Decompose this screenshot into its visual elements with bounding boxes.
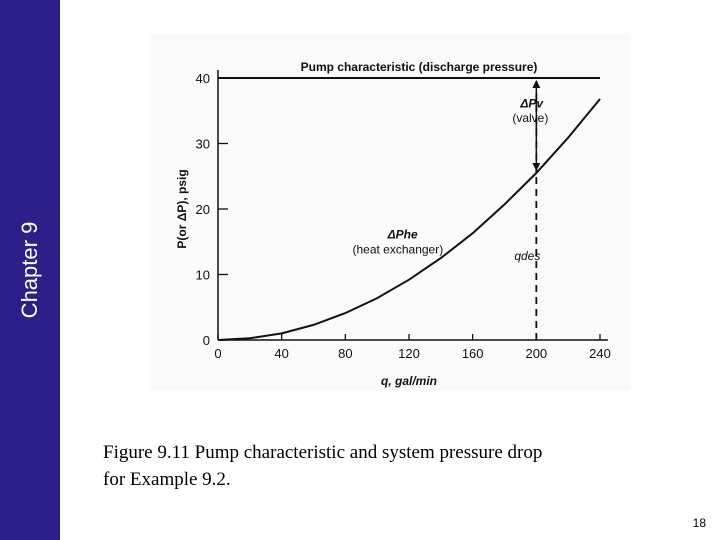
figure-caption <box>103 439 703 493</box>
valve-symbol: ΔPv <box>520 96 544 111</box>
x-tick-label: 240 <box>589 346 611 361</box>
chapter-sidebar <box>0 0 60 540</box>
y-tick-label: 10 <box>195 267 210 283</box>
y-tick-label: 0 <box>202 333 210 348</box>
page-number: 18 <box>692 516 706 530</box>
heat-exchanger-curve <box>218 99 600 340</box>
qdes-label: qdes <box>514 249 541 264</box>
y-tick-label: 20 <box>195 202 210 217</box>
chart-title: Pump characteristic (discharge pressure) <box>300 60 538 74</box>
x-tick-label: 0 <box>214 346 222 361</box>
heat-exchanger-symbol: ΔPhe <box>387 227 418 242</box>
chapter-title: Chapter 9 <box>17 221 42 319</box>
y-axis-title: P(or ΔP), psig <box>175 169 189 249</box>
x-tick-label: 160 <box>461 346 484 361</box>
heat-exchanger-text: (heat exchanger) <box>352 242 444 257</box>
x-tick-label: 200 <box>525 346 548 361</box>
valve-text: (valve) <box>512 110 549 125</box>
pump-characteristic-chart <box>150 35 630 390</box>
x-tick-label: 40 <box>274 346 289 361</box>
x-tick-label: 80 <box>338 346 353 361</box>
y-tick-label: 40 <box>195 71 210 86</box>
caption-line-2: for Example 9.2. <box>103 469 231 490</box>
x-axis-title: q, gal/min <box>380 374 438 388</box>
caption-line-1: Figure 9.11 Pump characteristic and system pressure drop <box>103 442 543 463</box>
y-tick-label: 30 <box>195 136 210 152</box>
x-tick-label: 120 <box>398 346 420 361</box>
chart-figure <box>150 35 630 390</box>
